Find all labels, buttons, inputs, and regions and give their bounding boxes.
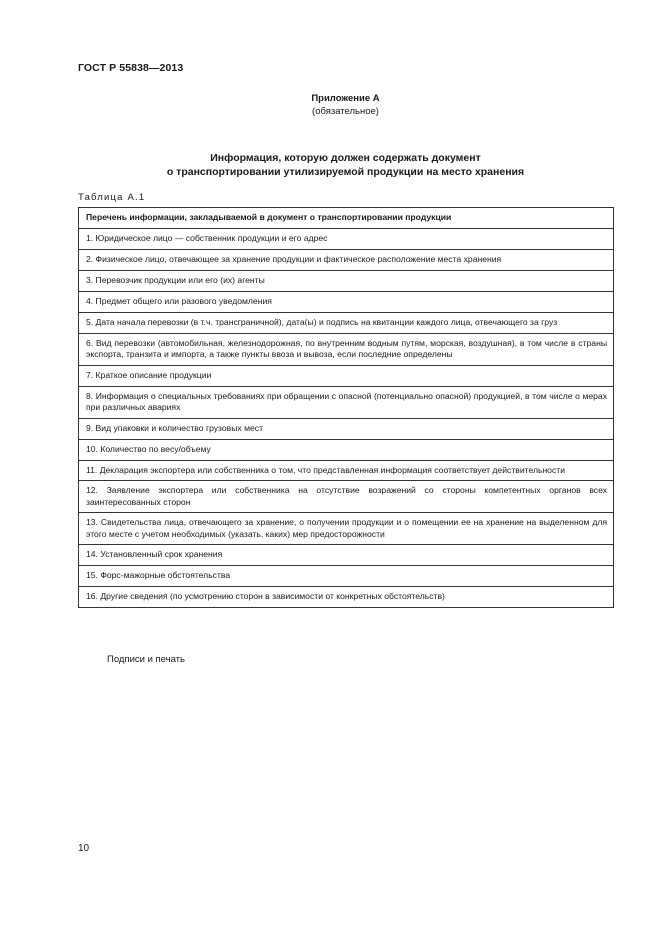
table-cell: 2. Физическое лицо, отвечающее за хранение продукции и фактическое расположение места хранения — [79, 250, 614, 271]
page-number: 10 — [78, 843, 90, 854]
table-cell: 11. Декларация экспортера или собственника о том, что представленная информация соответствует действительности — [79, 460, 614, 481]
table-row — [79, 481, 614, 513]
table-cell: 12. Заявление экспортера или собственника на отсутствие возражений со стороны компетентных органов всех заинтересованных сторон — [79, 481, 614, 513]
table-row — [79, 250, 614, 271]
appendix-block — [0, 93, 661, 118]
table-row — [79, 271, 614, 292]
table-row — [79, 513, 614, 545]
table-cell: 7. Краткое описание продукции — [79, 365, 614, 386]
table-row — [79, 386, 614, 418]
table-header-row — [79, 208, 614, 229]
table-row — [79, 292, 614, 313]
table-row — [79, 566, 614, 587]
table-label: Таблица А.1 — [78, 192, 146, 203]
standard-id: ГОСТ Р 55838—2013 — [78, 62, 184, 74]
table-cell: 3. Перевозчик продукции или его (их) агенты — [79, 271, 614, 292]
table-cell: 16. Другие сведения (по усмотрению сторон в зависимости от конкретных обстоятельств) — [79, 587, 614, 608]
table-row — [79, 365, 614, 386]
table-cell: 8. Информация о специальных требованиях при обращении с опасной (потенциально опасной) продукцией, в том числе о мерах при различных авариях — [79, 386, 614, 418]
table-header-cell: Перечень информации, закладываемой в документ о транспортировании продукции — [79, 208, 614, 229]
table-row — [79, 333, 614, 365]
info-table — [78, 207, 614, 608]
heading-line-1: Информация, которую должен содержать документ — [210, 152, 481, 164]
table-row — [79, 545, 614, 566]
signature-label: Подписи и печать — [107, 654, 185, 665]
appendix-status: (обязательное) — [312, 105, 379, 117]
table-cell: 1. Юридическое лицо — собственник продукции и его адрес — [79, 229, 614, 250]
table-cell: 10. Количество по весу/объему — [79, 439, 614, 460]
table-row — [79, 418, 614, 439]
table-row — [79, 587, 614, 608]
table-row — [79, 313, 614, 334]
table-cell: 4. Предмет общего или разового уведомления — [79, 292, 614, 313]
table-cell: 13. Свидетельства лица, отвечающего за хранение, о получении продукции и о помещении ее на хранение на выделенном для этого месте с учетом необходимых (указать, каких) мер предосторожности — [79, 513, 614, 545]
document-heading — [0, 152, 661, 179]
table-cell: 14. Установленный срок хранения — [79, 545, 614, 566]
table-row — [79, 439, 614, 460]
table-row — [79, 229, 614, 250]
table-row — [79, 460, 614, 481]
appendix-title: Приложение А — [311, 93, 380, 104]
table-cell: 15. Форс-мажорные обстоятельства — [79, 566, 614, 587]
table-cell: 6. Вид перевозки (автомобильная, железнодорожная, по внутренним водным путям, морская, воздушная), в том числе в страны экспорта, транзита и импорта, а также пункты ввоза и вывоза, если последние определены — [79, 333, 614, 365]
table-cell: 9. Вид упаковки и количество грузовых мест — [79, 418, 614, 439]
heading-line-2: о транспортировании утилизируемой продукции на место хранения — [166, 165, 525, 178]
table-cell: 5. Дата начала перевозки (в т.ч. трансграничной), дата(ы) и подпись на квитанции каждого лица, отвечающего за груз — [79, 313, 614, 334]
